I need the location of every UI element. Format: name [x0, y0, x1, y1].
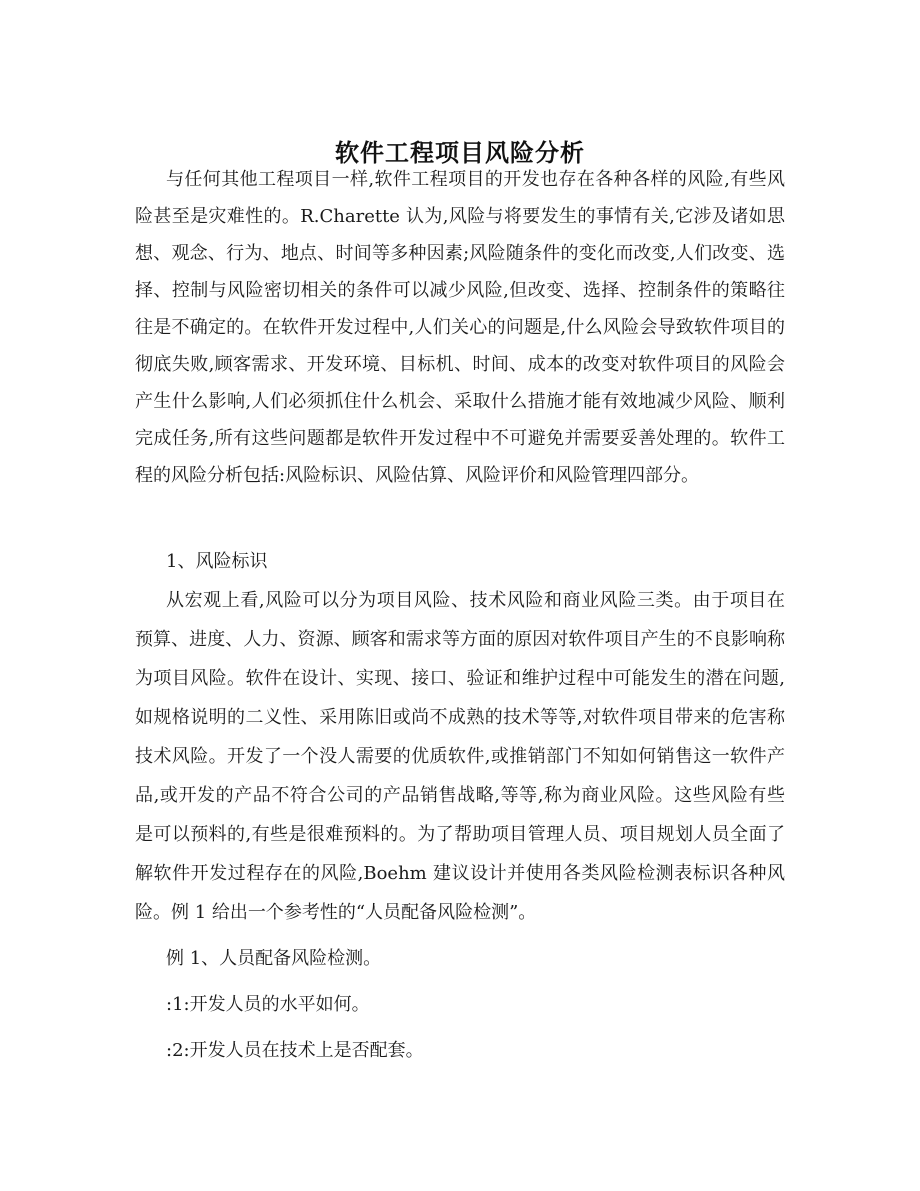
text-line: 如规格说明的二义性、采用陈旧或尚不成熟的技术等等,对软件项目带来的危害称 [135, 707, 785, 728]
text-line: 与任何其他工程项目一样,软件工程项目的开发也存在各种各样的风险,有些风 [166, 169, 785, 190]
text-line: 程的风险分析包括:风险标识、风险估算、风险评价和风险管理四部分。 [135, 465, 700, 486]
text-line: 往是不确定的。在软件开发过程中,人们关心的问题是,什么风险会导致软件项目的 [135, 317, 785, 338]
text-line: 是可以预料的,有些是很难预料的。为了帮助项目管理人员、项目规划人员全面了 [135, 824, 785, 845]
text-line: 品,或开发的产品不符合公司的产品销售战略,等等,称为商业风险。这些风险有些 [135, 785, 785, 806]
text-line: 技术风险。开发了一个没人需要的优质软件,或推销部门不知如何销售这一软件产 [135, 746, 785, 767]
text-line: 完成任务,所有这些问题都是软件开发过程中不可避免并需要妥善处理的。软件工 [135, 428, 785, 449]
text-line: :1:开发人员的水平如何。 [166, 994, 370, 1015]
text-line: 解软件开发过程存在的风险,Boehm 建议设计并使用各类风险检测表标识各种风 [135, 863, 785, 884]
text-line: 险。例 1 给出一个参考性的“人员配备风险检测”。 [135, 902, 537, 923]
text-line: 彻底失败,顾客需求、开发环境、目标机、时间、成本的改变对软件项目的风险会 [135, 354, 785, 375]
text-line: 险甚至是灾难性的。R.Charette 认为,风险与将要发生的事情有关,它涉及诸如思 [135, 206, 785, 227]
text-line: 例 1、人员配备风险检测。 [166, 948, 382, 969]
text-line: 从宏观上看,风险可以分为项目风险、技术风险和商业风险三类。由于项目在 [166, 590, 785, 611]
text-line: 为项目风险。软件在设计、实现、接口、验证和维护过程中可能发生的潜在问题, [135, 668, 785, 689]
text-line: 择、控制与风险密切相关的条件可以减少风险,但改变、选择、控制条件的策略往 [135, 280, 785, 301]
text-line: 想、观念、行为、地点、时间等多种因素;风险随条件的变化而改变,人们改变、选 [135, 243, 785, 264]
text-line: :2:开发人员在技术上是否配套。 [166, 1040, 424, 1061]
document-title: 软件工程项目风险分析 [335, 139, 585, 167]
text-line: 产生什么影响,人们必须抓住什么机会、采取什么措施才能有效地减少风险、顺利 [135, 391, 785, 412]
text-line: 1、风险标识 [166, 551, 268, 572]
text-line: 预算、进度、人力、资源、顾客和需求等方面的原因对软件项目产生的不良影响称 [135, 629, 785, 650]
